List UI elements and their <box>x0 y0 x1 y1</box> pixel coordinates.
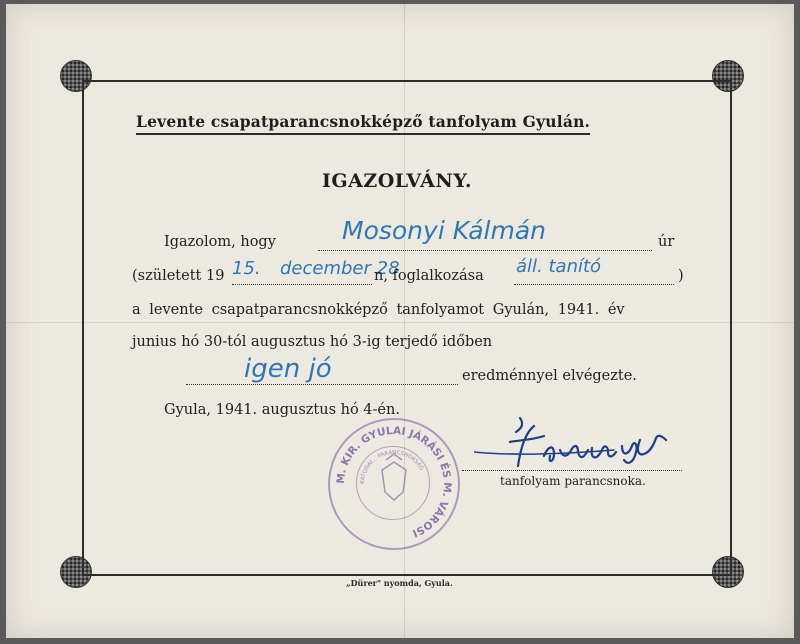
period-line: junius hó 30-tól augusztus hó 3-ig terjedő időben <box>132 334 493 350</box>
signature-dotted-line <box>462 470 682 471</box>
result-suffix: eredménnyel elvégezte. <box>462 368 637 384</box>
line2-middle: n, foglalkozása <box>374 268 484 284</box>
handwritten-result: igen jó <box>244 354 332 384</box>
printer-footer: „Dürer" nyomda, Gyula. <box>346 578 453 588</box>
name-dotted-line <box>318 250 652 251</box>
stamp-inner-ring <box>356 446 430 520</box>
line2-open: (született 19 <box>132 268 225 284</box>
course-line: a levente csapatparancsnokképző tanfolyamot Gyulán, 1941. év <box>132 302 625 318</box>
place-date-line: Gyula, 1941. augusztus hó 4-én. <box>164 402 400 418</box>
handwritten-name: Mosonyi Kálmán <box>342 216 547 245</box>
handwritten-birth-date: december 28 <box>280 258 400 279</box>
handwritten-occupation: áll. tanító <box>516 256 602 277</box>
stamp-outer-text: M. KIR. GYULAI JÁRÁSI ÉS M. VÁROSI <box>334 424 454 540</box>
stamp-inner-text: KATONAI... PARANCSNOKSÁG <box>359 449 425 485</box>
occupation-dotted-line <box>514 284 674 285</box>
result-dotted-line <box>186 384 458 385</box>
line1-suffix: úr <box>658 234 675 250</box>
line2-close: ) <box>678 268 684 284</box>
document-title: IGAZOLVÁNY. <box>322 170 472 192</box>
certificate-paper <box>6 4 794 638</box>
course-header: Levente csapatparancsnokképző tanfolyam Gyulán. <box>136 112 590 135</box>
signatory-label: tanfolyam parancsnoka. <box>500 474 646 488</box>
birth-dotted-line <box>232 284 372 285</box>
official-stamp <box>328 418 460 550</box>
line1-prefix: Igazolom, hogy <box>164 234 276 250</box>
handwritten-birth-year: 15. <box>232 258 261 279</box>
handwritten-signature <box>474 412 694 482</box>
